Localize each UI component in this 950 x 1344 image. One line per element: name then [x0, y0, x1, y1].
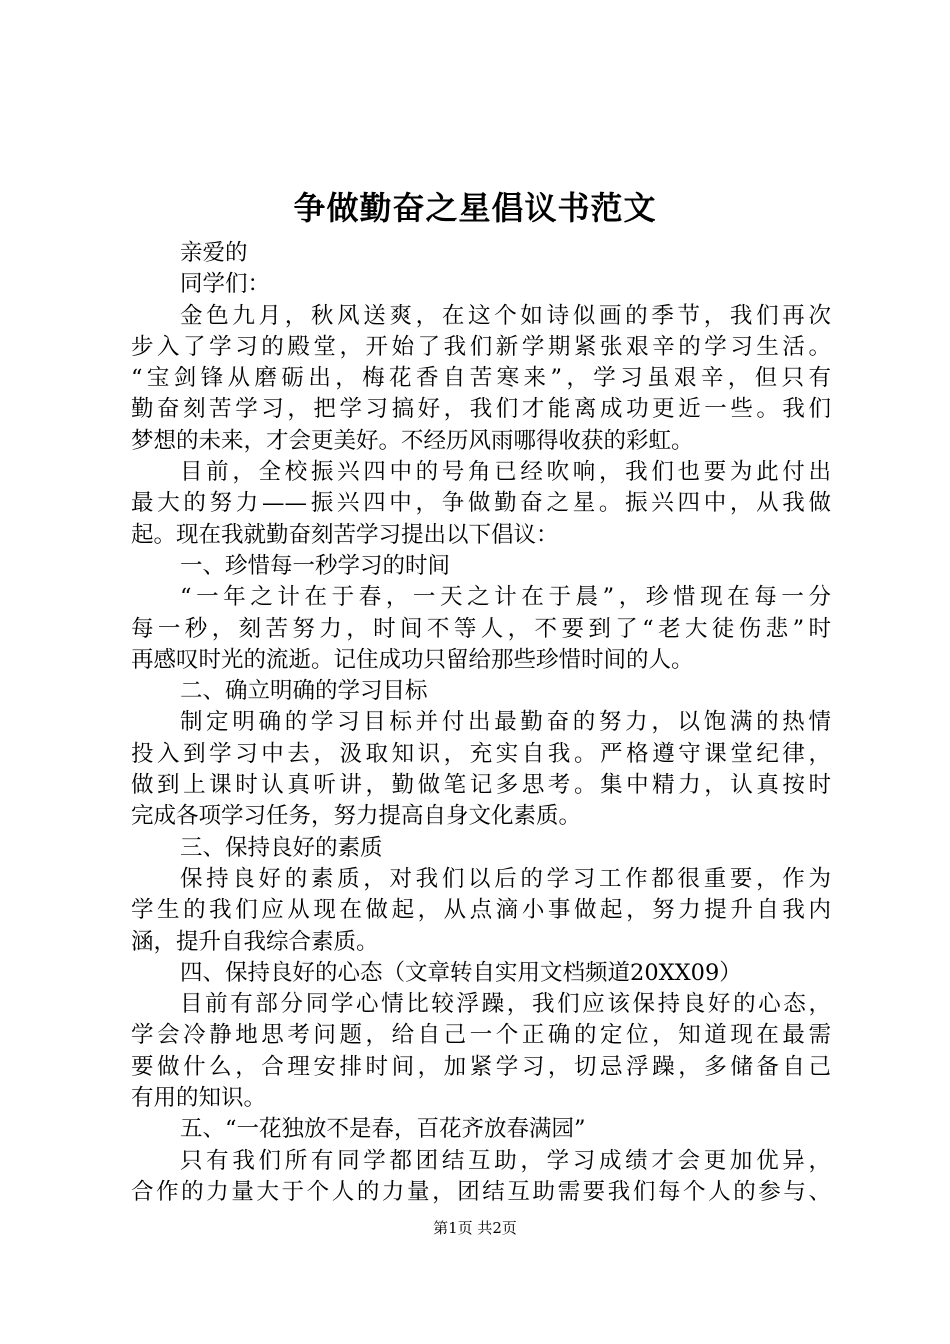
body-line: 梦想的未来，才会更美好。不经历风雨哪得收获的彩虹。: [131, 427, 694, 454]
body-line: 保持良好的素质，对我们以后的学习工作都很重要，作为: [180, 865, 831, 892]
document-body: [131, 238, 831, 1208]
body-line: 只有我们所有同学都团结互助，学习成绩才会更加优异，: [180, 1147, 831, 1174]
body-line: 二、确立明确的学习目标: [180, 678, 428, 705]
body-line: 投入到学习中去，汲取知识，充实自我。严格遵守课堂纪律，: [131, 740, 831, 767]
body-line: 再感叹时光的流逝。记住成功只留给那些珍惜时间的人。: [131, 646, 694, 673]
document-title: 争做勤奋之星倡议书范文: [293, 189, 657, 227]
body-line: 最大的努力——振兴四中，争做勤奋之星。振兴四中，从我做: [131, 490, 831, 517]
body-line: 有用的知识。: [131, 1085, 267, 1112]
body-line: 制定明确的学习目标并付出最勤奋的努力，以饱满的热情: [180, 709, 831, 736]
body-line: 金色九月，秋风送爽，在这个如诗似画的季节，我们再次: [180, 302, 831, 329]
body-line: 五、“一花独放不是春，百花齐放春满园”: [180, 1116, 586, 1143]
body-line: 每一秒，刻苦努力，时间不等人，不要到了“老大徒伤悲”时: [131, 615, 831, 642]
body-line: 学生的我们应从现在做起，从点滴小事做起，努力提升自我内: [131, 897, 831, 924]
body-line: “一年之计在于春，一天之计在于晨”，珍惜现在每一分: [180, 584, 831, 611]
body-line: 四、保持良好的心态（文章转自实用文档频道20XX09）: [180, 959, 742, 986]
body-line: 涵，提升自我综合素质。: [131, 928, 379, 955]
body-line: 目前有部分同学心情比较浮躁，我们应该保持良好的心态，: [180, 991, 831, 1018]
body-line: 要做什么，合理安排时间，加紧学习，切忌浮躁，多储备自己: [131, 1053, 831, 1080]
body-line: 勤奋刻苦学习，把学习搞好，我们才能离成功更近一些。我们: [131, 396, 831, 423]
body-line: 目前，全校振兴四中的号角已经吹响，我们也要为此付出: [180, 459, 831, 486]
body-line: 做到上课时认真听讲，勤做笔记多思考。集中精力，认真按时: [131, 772, 831, 799]
body-line: 合作的力量大于个人的力量，团结互助需要我们每个人的参与、: [131, 1178, 831, 1205]
body-line: “宝剑锋从磨砺出，梅花香自苦寒来”，学习虽艰辛，但只有: [131, 365, 831, 392]
body-line: 亲爱的: [180, 240, 248, 266]
body-line: 起。现在我就勤奋刻苦学习提出以下倡议：: [131, 521, 559, 548]
body-line: 同学们：: [180, 271, 271, 298]
body-line: 步入了学习的殿堂，开始了我们新学期紧张艰辛的学习生活。: [131, 333, 831, 360]
body-line: 三、保持良好的素质: [180, 834, 383, 861]
body-line: 学会冷静地思考问题，给自己一个正确的定位，知道现在最需: [131, 1022, 831, 1049]
page-footer: 第1页 共2页: [433, 1219, 517, 1237]
body-line: 一、珍惜每一秒学习的时间: [180, 552, 451, 579]
body-line: 完成各项学习任务，努力提高自身文化素质。: [131, 803, 582, 830]
